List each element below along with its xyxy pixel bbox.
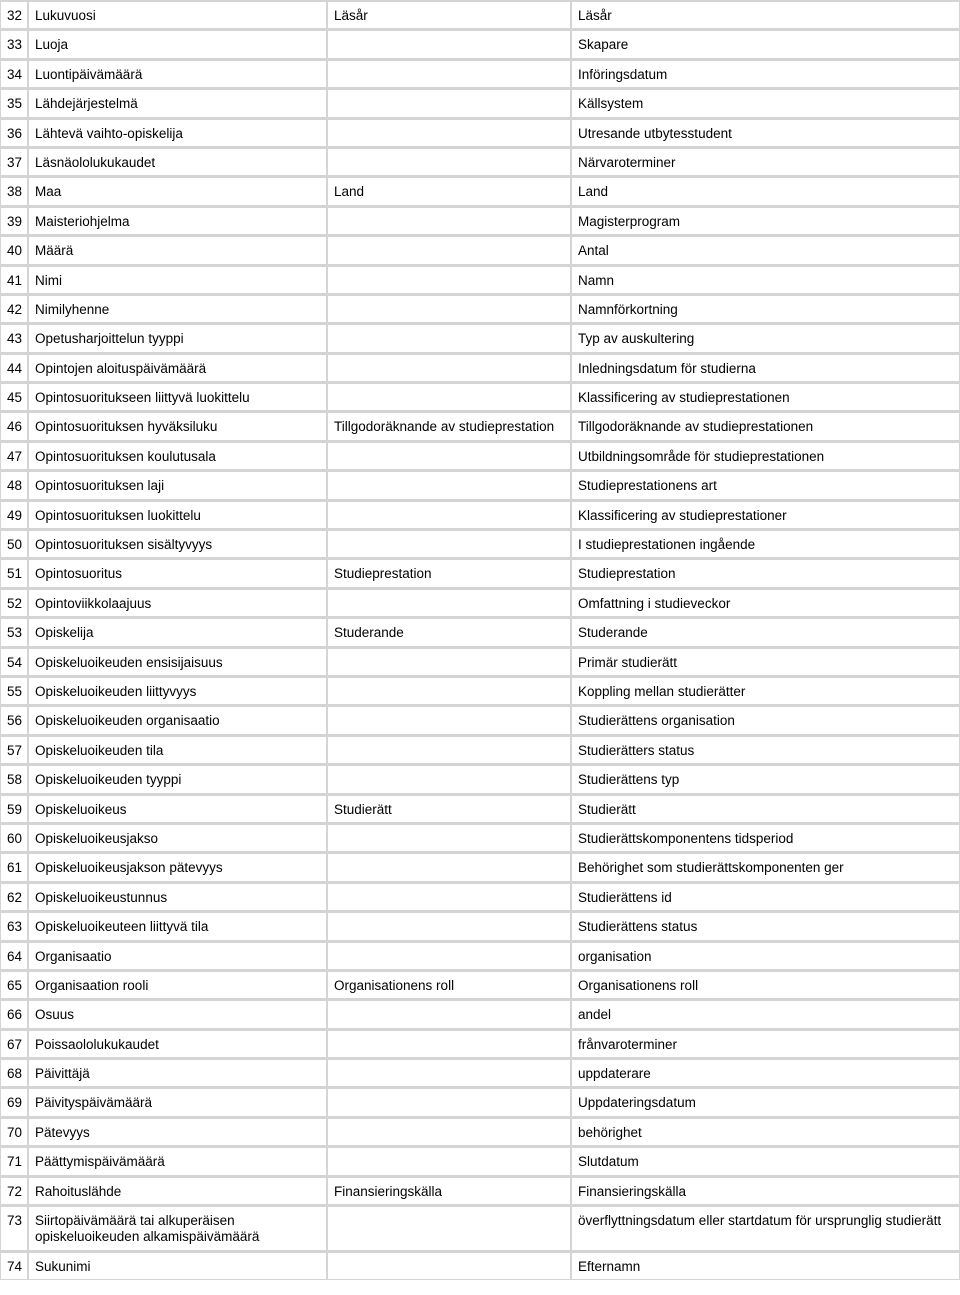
swedish-term-2-cell: Efternamn <box>571 1251 960 1280</box>
table-row <box>0 1205 960 1251</box>
finnish-term-cell: Opiskelija <box>28 617 327 646</box>
swedish-term-1-cell <box>327 265 571 294</box>
swedish-term-2-cell: Studierätt <box>571 794 960 823</box>
table-row <box>0 294 960 323</box>
swedish-term-1-cell: Tillgodoräknande av studieprestation <box>327 411 571 440</box>
table-row <box>0 999 960 1028</box>
row-number-cell: 42 <box>0 294 28 323</box>
table-row <box>0 1176 960 1205</box>
table-row <box>0 500 960 529</box>
swedish-term-1-cell: Organisationens roll <box>327 970 571 999</box>
swedish-term-2-cell: Typ av auskultering <box>571 323 960 352</box>
table-row <box>0 59 960 88</box>
swedish-term-2-cell: Omfattning i studieveckor <box>571 588 960 617</box>
row-number-cell: 61 <box>0 852 28 881</box>
swedish-term-1-cell <box>327 529 571 558</box>
swedish-term-1-cell <box>327 147 571 176</box>
finnish-term-cell: Opintosuorituksen luokittelu <box>28 500 327 529</box>
swedish-term-1-cell <box>327 323 571 352</box>
row-number-cell: 72 <box>0 1176 28 1205</box>
row-number-cell: 68 <box>0 1058 28 1087</box>
swedish-term-1-cell <box>327 882 571 911</box>
row-number-cell: 64 <box>0 941 28 970</box>
swedish-term-1-cell <box>327 118 571 147</box>
table-row <box>0 118 960 147</box>
swedish-term-2-cell: Namnförkortning <box>571 294 960 323</box>
swedish-term-2-cell: Skapare <box>571 29 960 58</box>
swedish-term-2-cell: Magisterprogram <box>571 206 960 235</box>
row-number-cell: 49 <box>0 500 28 529</box>
swedish-term-1-cell <box>327 852 571 881</box>
swedish-term-2-cell: frånvaroterminer <box>571 1029 960 1058</box>
table-row <box>0 882 960 911</box>
finnish-term-cell: Opetusharjoittelun tyyppi <box>28 323 327 352</box>
swedish-term-2-cell: Organisationens roll <box>571 970 960 999</box>
row-number-cell: 36 <box>0 118 28 147</box>
row-number-cell: 33 <box>0 29 28 58</box>
table-row <box>0 676 960 705</box>
table-row <box>0 647 960 676</box>
swedish-term-1-cell <box>327 911 571 940</box>
finnish-term-cell: Opintoviikkolaajuus <box>28 588 327 617</box>
swedish-term-1-cell: Läsår <box>327 0 571 29</box>
finnish-term-cell: Opiskeluoikeusjakson pätevyys <box>28 852 327 881</box>
table-row <box>0 1146 960 1175</box>
swedish-term-2-cell: Införingsdatum <box>571 59 960 88</box>
finnish-term-cell: Opiskeluoikeuden liittyvyys <box>28 676 327 705</box>
swedish-term-2-cell: överflyttningsdatum eller startdatum för ursprunglig studierätt <box>571 1205 960 1251</box>
finnish-term-cell: Opintosuorituksen koulutusala <box>28 441 327 470</box>
row-number-cell: 53 <box>0 617 28 646</box>
finnish-term-cell: Pätevyys <box>28 1117 327 1146</box>
swedish-term-1-cell <box>327 1087 571 1116</box>
swedish-term-2-cell: Uppdateringsdatum <box>571 1087 960 1116</box>
finnish-term-cell: Siirtopäivämäärä tai alkuperäisen opiskeluoikeuden alkamispäivämäärä <box>28 1205 327 1251</box>
finnish-term-cell: Maisteriohjelma <box>28 206 327 235</box>
table-row <box>0 353 960 382</box>
table-row <box>0 1117 960 1146</box>
row-number-cell: 74 <box>0 1251 28 1280</box>
row-number-cell: 63 <box>0 911 28 940</box>
swedish-term-2-cell: andel <box>571 999 960 1028</box>
row-number-cell: 32 <box>0 0 28 29</box>
row-number-cell: 45 <box>0 382 28 411</box>
swedish-term-2-cell: Utbildningsområde för studieprestationen <box>571 441 960 470</box>
swedish-term-1-cell <box>327 999 571 1028</box>
table-row <box>0 235 960 264</box>
swedish-term-2-cell: Källsystem <box>571 88 960 117</box>
swedish-term-2-cell: Studieprestationens art <box>571 470 960 499</box>
finnish-term-cell: Opintosuorituksen hyväksiluku <box>28 411 327 440</box>
table-row <box>0 941 960 970</box>
finnish-term-cell: Maa <box>28 176 327 205</box>
swedish-term-1-cell <box>327 353 571 382</box>
row-number-cell: 41 <box>0 265 28 294</box>
swedish-term-2-cell: uppdaterare <box>571 1058 960 1087</box>
swedish-term-2-cell: Inledningsdatum för studierna <box>571 353 960 382</box>
swedish-term-2-cell: Antal <box>571 235 960 264</box>
table-row <box>0 176 960 205</box>
swedish-term-1-cell: Finansieringskälla <box>327 1176 571 1205</box>
finnish-term-cell: Nimilyhenne <box>28 294 327 323</box>
swedish-term-1-cell <box>327 588 571 617</box>
table-row <box>0 558 960 587</box>
finnish-term-cell: Opintosuoritus <box>28 558 327 587</box>
row-number-cell: 48 <box>0 470 28 499</box>
table-row <box>0 323 960 352</box>
row-number-cell: 67 <box>0 1029 28 1058</box>
swedish-term-2-cell: Koppling mellan studierätter <box>571 676 960 705</box>
swedish-term-1-cell <box>327 676 571 705</box>
swedish-term-1-cell <box>327 88 571 117</box>
finnish-term-cell: Osuus <box>28 999 327 1028</box>
table-row <box>0 852 960 881</box>
table-row <box>0 970 960 999</box>
row-number-cell: 39 <box>0 206 28 235</box>
finnish-term-cell: Luoja <box>28 29 327 58</box>
table-row <box>0 265 960 294</box>
table-row <box>0 705 960 734</box>
table-row <box>0 0 960 29</box>
swedish-term-2-cell: Finansieringskälla <box>571 1176 960 1205</box>
swedish-term-1-cell <box>327 382 571 411</box>
finnish-term-cell: Päivityspäivämäärä <box>28 1087 327 1116</box>
swedish-term-2-cell: Primär studierätt <box>571 647 960 676</box>
finnish-term-cell: Opiskeluoikeuden tila <box>28 735 327 764</box>
table-row <box>0 206 960 235</box>
swedish-term-1-cell: Studieprestation <box>327 558 571 587</box>
finnish-term-cell: Opiskeluoikeuden organisaatio <box>28 705 327 734</box>
row-number-cell: 37 <box>0 147 28 176</box>
row-number-cell: 52 <box>0 588 28 617</box>
swedish-term-2-cell: Klassificering av studieprestationer <box>571 500 960 529</box>
finnish-term-cell: Organisaation rooli <box>28 970 327 999</box>
swedish-term-1-cell <box>327 1205 571 1251</box>
finnish-term-cell: Organisaatio <box>28 941 327 970</box>
swedish-term-1-cell <box>327 470 571 499</box>
row-number-cell: 62 <box>0 882 28 911</box>
finnish-term-cell: Opintosuorituksen laji <box>28 470 327 499</box>
swedish-term-1-cell: Studerande <box>327 617 571 646</box>
table-row <box>0 1251 960 1280</box>
swedish-term-1-cell <box>327 941 571 970</box>
row-number-cell: 38 <box>0 176 28 205</box>
swedish-term-1-cell <box>327 647 571 676</box>
swedish-term-2-cell: Utresande utbytesstudent <box>571 118 960 147</box>
swedish-term-2-cell: organisation <box>571 941 960 970</box>
swedish-term-1-cell <box>327 823 571 852</box>
finnish-term-cell: Poissaololukukaudet <box>28 1029 327 1058</box>
finnish-term-cell: Lukuvuosi <box>28 0 327 29</box>
table-row <box>0 382 960 411</box>
swedish-term-2-cell: Studierättens id <box>571 882 960 911</box>
swedish-term-2-cell: Slutdatum <box>571 1146 960 1175</box>
finnish-term-cell: Lähtevä vaihto-opiskelija <box>28 118 327 147</box>
table-row <box>0 588 960 617</box>
swedish-term-2-cell: Läsår <box>571 0 960 29</box>
table-row <box>0 1029 960 1058</box>
row-number-cell: 70 <box>0 1117 28 1146</box>
table-row <box>0 88 960 117</box>
row-number-cell: 60 <box>0 823 28 852</box>
row-number-cell: 35 <box>0 88 28 117</box>
row-number-cell: 34 <box>0 59 28 88</box>
swedish-term-1-cell <box>327 235 571 264</box>
finnish-term-cell: Opiskeluoikeustunnus <box>28 882 327 911</box>
finnish-term-cell: Opintosuorituksen sisältyvyys <box>28 529 327 558</box>
row-number-cell: 50 <box>0 529 28 558</box>
row-number-cell: 55 <box>0 676 28 705</box>
swedish-term-2-cell: I studieprestationen ingående <box>571 529 960 558</box>
swedish-term-1-cell <box>327 764 571 793</box>
row-number-cell: 66 <box>0 999 28 1028</box>
finnish-term-cell: Rahoituslähde <box>28 1176 327 1205</box>
row-number-cell: 57 <box>0 735 28 764</box>
table-row <box>0 823 960 852</box>
row-number-cell: 51 <box>0 558 28 587</box>
table-row <box>0 764 960 793</box>
table-row <box>0 529 960 558</box>
table-row <box>0 735 960 764</box>
finnish-term-cell: Päättymispäivämäärä <box>28 1146 327 1175</box>
finnish-term-cell: Opiskeluoikeus <box>28 794 327 823</box>
swedish-term-2-cell: Klassificering av studieprestationen <box>571 382 960 411</box>
row-number-cell: 73 <box>0 1205 28 1251</box>
row-number-cell: 65 <box>0 970 28 999</box>
row-number-cell: 71 <box>0 1146 28 1175</box>
swedish-term-2-cell: behörighet <box>571 1117 960 1146</box>
finnish-term-cell: Opiskeluoikeuden ensisijaisuus <box>28 647 327 676</box>
swedish-term-1-cell <box>327 206 571 235</box>
table-row <box>0 1087 960 1116</box>
swedish-term-1-cell <box>327 1251 571 1280</box>
swedish-term-2-cell: Närvaroterminer <box>571 147 960 176</box>
swedish-term-1-cell <box>327 500 571 529</box>
swedish-term-1-cell <box>327 1117 571 1146</box>
finnish-term-cell: Läsnäololukukaudet <box>28 147 327 176</box>
finnish-term-cell: Opiskeluoikeusjakso <box>28 823 327 852</box>
row-number-cell: 54 <box>0 647 28 676</box>
finnish-term-cell: Luontipäivämäärä <box>28 59 327 88</box>
finnish-term-cell: Opiskeluoikeuteen liittyvä tila <box>28 911 327 940</box>
finnish-term-cell: Päivittäjä <box>28 1058 327 1087</box>
row-number-cell: 59 <box>0 794 28 823</box>
row-number-cell: 58 <box>0 764 28 793</box>
swedish-term-2-cell: Studierättens typ <box>571 764 960 793</box>
swedish-term-2-cell: Studierättens status <box>571 911 960 940</box>
table-row <box>0 470 960 499</box>
row-number-cell: 44 <box>0 353 28 382</box>
swedish-term-1-cell <box>327 1146 571 1175</box>
row-number-cell: 40 <box>0 235 28 264</box>
table-row <box>0 411 960 440</box>
swedish-term-1-cell <box>327 59 571 88</box>
finnish-term-cell: Nimi <box>28 265 327 294</box>
swedish-term-2-cell: Studierätters status <box>571 735 960 764</box>
finnish-term-cell: Määrä <box>28 235 327 264</box>
swedish-term-2-cell: Tillgodoräknande av studieprestationen <box>571 411 960 440</box>
swedish-term-1-cell: Land <box>327 176 571 205</box>
table-row <box>0 617 960 646</box>
swedish-term-2-cell: Studerande <box>571 617 960 646</box>
table-row <box>0 29 960 58</box>
swedish-term-1-cell <box>327 735 571 764</box>
finnish-term-cell: Sukunimi <box>28 1251 327 1280</box>
finnish-term-cell: Opiskeluoikeuden tyyppi <box>28 764 327 793</box>
swedish-term-1-cell <box>327 705 571 734</box>
table-row <box>0 911 960 940</box>
table-row <box>0 794 960 823</box>
row-number-cell: 69 <box>0 1087 28 1116</box>
table-row <box>0 441 960 470</box>
swedish-term-2-cell: Behörighet som studierättskomponenten ger <box>571 852 960 881</box>
swedish-term-2-cell: Namn <box>571 265 960 294</box>
swedish-term-1-cell <box>327 29 571 58</box>
swedish-term-1-cell <box>327 294 571 323</box>
swedish-term-2-cell: Studierättens organisation <box>571 705 960 734</box>
table-row <box>0 1058 960 1087</box>
swedish-term-1-cell <box>327 1058 571 1087</box>
finnish-term-cell: Opintosuoritukseen liittyvä luokittelu <box>28 382 327 411</box>
swedish-term-1-cell <box>327 441 571 470</box>
row-number-cell: 56 <box>0 705 28 734</box>
swedish-term-1-cell <box>327 1029 571 1058</box>
swedish-term-1-cell: Studierätt <box>327 794 571 823</box>
swedish-term-2-cell: Land <box>571 176 960 205</box>
swedish-term-2-cell: Studierättskomponentens tidsperiod <box>571 823 960 852</box>
finnish-term-cell: Lähdejärjestelmä <box>28 88 327 117</box>
swedish-term-2-cell: Studieprestation <box>571 558 960 587</box>
row-number-cell: 46 <box>0 411 28 440</box>
table-row <box>0 147 960 176</box>
row-number-cell: 43 <box>0 323 28 352</box>
row-number-cell: 47 <box>0 441 28 470</box>
finnish-term-cell: Opintojen aloituspäivämäärä <box>28 353 327 382</box>
